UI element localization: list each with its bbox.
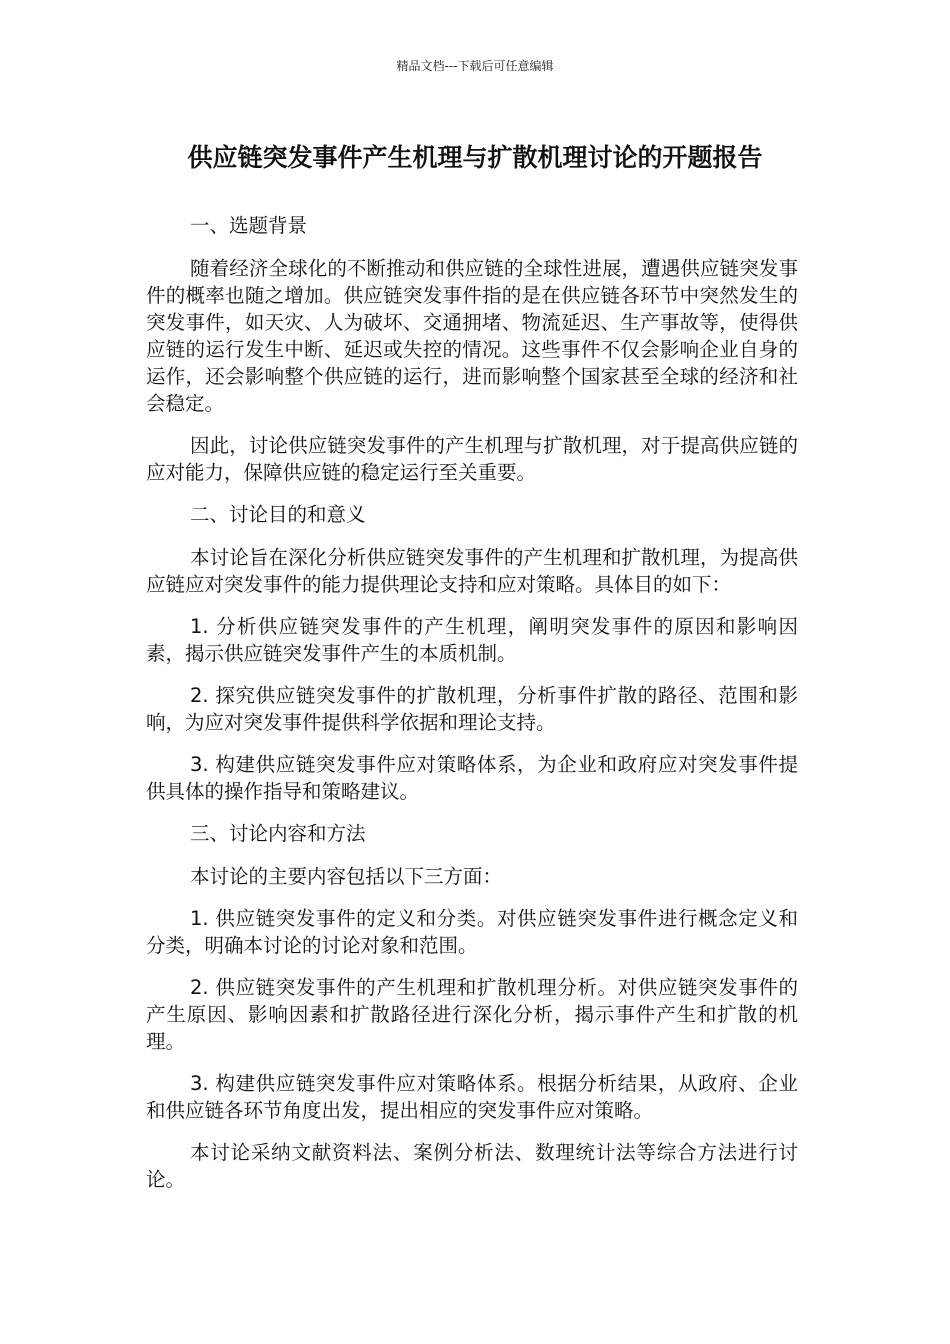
list-item: 3. 构建供应链突发事件应对策略体系。根据分析结果，从政府、企业和供应链各环节角度出发，提出相应的突发事件应对策略。 — [146, 1072, 798, 1122]
list-item: 2. 探究供应链突发事件的扩散机理，分析事件扩散的路径、范围和影响，为应对突发事件提供科学依据和理论支持。 — [146, 684, 798, 734]
paragraph: 本讨论的主要内容包括以下三方面： — [190, 865, 503, 888]
list-item: 3. 构建供应链突发事件应对策略体系，为企业和政府应对突发事件提供具体的操作指导和策略建议。 — [146, 753, 798, 803]
list-item: 1. 供应链突发事件的定义和分类。对供应链突发事件进行概念定义和分类，明确本讨论的讨论对象和范围。 — [146, 907, 798, 957]
section-heading-3: 三、讨论内容和方法 — [190, 822, 366, 845]
section-heading-2: 二、讨论目的和意义 — [190, 503, 366, 526]
list-item: 1. 分析供应链突发事件的产生机理，阐明突发事件的原因和影响因素，揭示供应链突发事件产生的本质机制。 — [146, 615, 798, 665]
paragraph: 本讨论采纳文献资料法、案例分析法、数理统计法等综合方法进行讨论。 — [146, 1141, 798, 1191]
paragraph: 本讨论旨在深化分析供应链突发事件的产生机理和扩散机理，为提高供应链应对突发事件的能力提供理论支持和应对策略。具体目的如下： — [146, 546, 798, 596]
paragraph: 随着经济全球化的不断推动和供应链的全球性进展，遭遇供应链突发事件的概率也随之增加。供应链突发事件指的是在供应链各环节中突然发生的突发事件，如天灾、人为破坏、交通拥堵、物流延迟、生产事故等，使得供应链的运行发生中断、延迟或失控的情况。这些事件不仅会影响企业自身的运作，还会影响整个供应链的运行，进而影响整个国家甚至全球的经济和社会稳定。 — [146, 257, 798, 415]
page-title: 供应链突发事件产生机理与扩散机理讨论的开题报告 — [187, 143, 763, 172]
document-body — [146, 212, 798, 1208]
paragraph: 因此，讨论供应链突发事件的产生机理与扩散机理，对于提高供应链的应对能力，保障供应链的稳定运行至关重要。 — [146, 434, 798, 484]
list-item: 2. 供应链突发事件的产生机理和扩散机理分析。对供应链突发事件的产生原因、影响因素和扩散路径进行深化分析，揭示事件产生和扩散的机理。 — [146, 976, 798, 1053]
section-heading-1: 一、选题背景 — [190, 214, 308, 237]
header-note: 精品文档---下载后可任意编辑 — [396, 59, 554, 73]
